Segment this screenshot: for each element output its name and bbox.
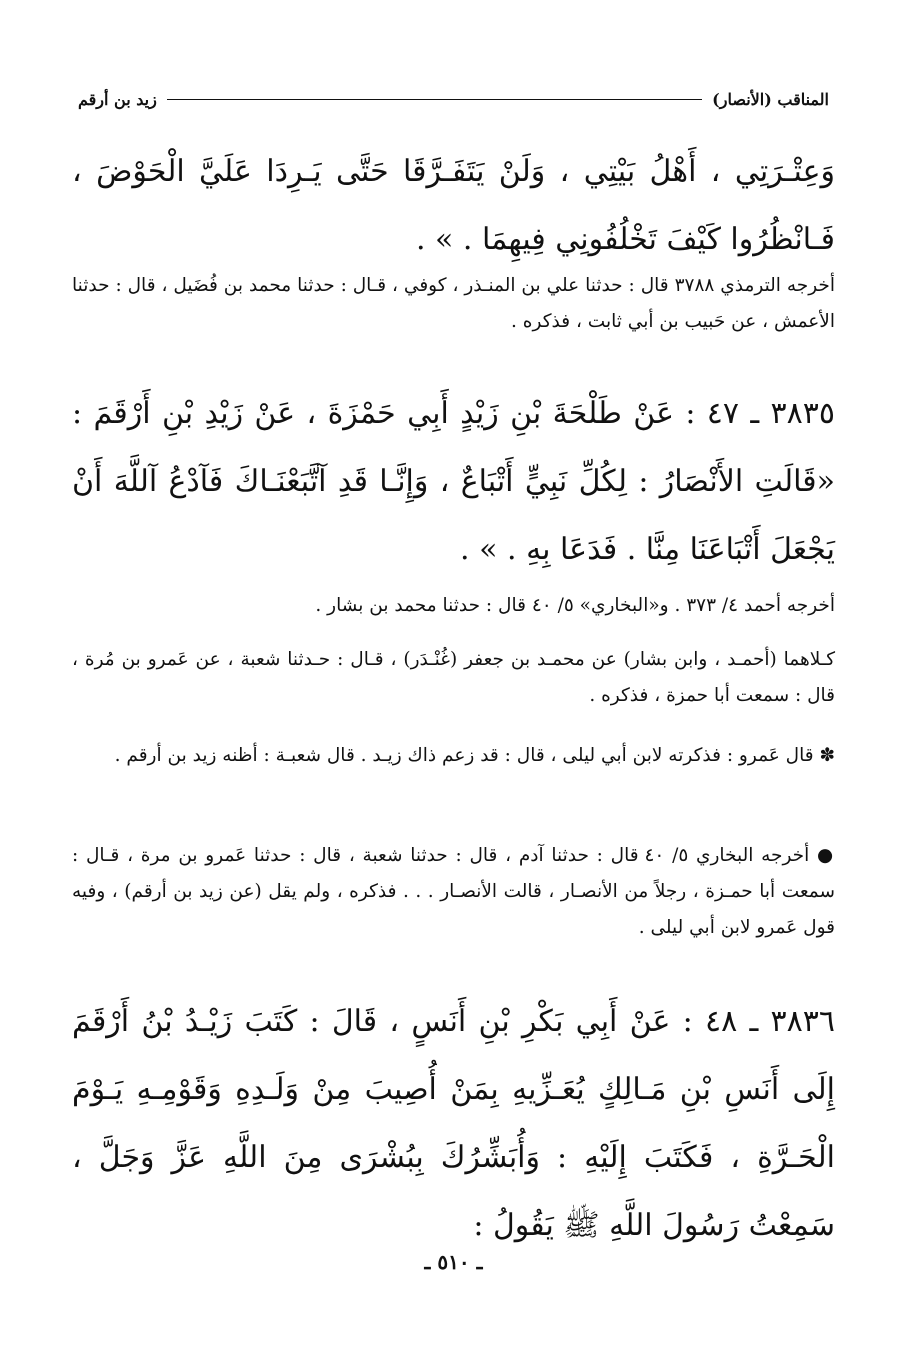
takhrij-note-tirmidhi — [72, 268, 835, 340]
hadith-text: وَعِتْـرَتِي ، أَهْلُ بَيْتِي ، وَلَنْ يَتَفَـرَّقَا حَتَّى يَـرِدَا عَلَيَّ الْحَوْضَ ، فَـانْظُرُوا كَيْفَ تَخْلُفُونِي فِيهِمَا . » . — [72, 154, 835, 257]
note-text: كـلاهما (أحمـد ، وابن بشار) عن محمـد بن جعفر (غُنْـدَر) ، قـال : حـدثنا شعبة ، عن عَمرو بن مُرة ، قال : سمعت أبا حمزة ، فذكره . — [72, 649, 835, 706]
running-header — [78, 86, 829, 112]
takhrij-note-ahmad — [72, 588, 835, 624]
page-number: ـ ٥١٠ ـ — [424, 1250, 483, 1274]
takhrij-note-bukhari — [72, 838, 835, 946]
header-rule — [167, 99, 702, 100]
hadith-continuation — [72, 138, 835, 274]
hadith-text: ٣٨٣٥ ـ ٤٧ : عَنْ طَلْحَةَ بْنِ زَيْدٍ أَبِي حَمْزَةَ ، عَنْ زَيْدِ بْنِ أَرْقَمَ : «قَالَتِ الأَنْصَارُ : لِكُلِّ نَبِيٍّ أَتْبَاعٌ ، وَإِنَّـا قَدِ آتَّبَعْنَـاكَ فَآدْعُ آللَّهَ أَنْ يَجْعَلَ أَتْبَاعَنَا مِنَّا . فَدَعَا بِهِ . » . — [72, 396, 835, 567]
hadith-3835 — [72, 380, 835, 584]
takhrij-note-chain — [72, 642, 835, 714]
header-chapter-title: المناقب (الأنصار) — [712, 89, 829, 109]
note-text: ● أخرجه البخاري ٥/ ٤٠ قال : حدثنا آدم ، قال : حدثنا شعبة ، قال : حدثنا عَمرو بن مرة ، قـال : سمعت أبا حمـزة ، رجلاً من الأنصـار ، قالت الأنصـار . . . فذكره ، ولم يقل (عن زيد بن أرقم) ، وفيه قول عَمرو لابن أبي ليلى . — [72, 845, 835, 938]
note-text: أخرجه الترمذي ٣٧٨٨ قال : حدثنا علي بن المنـذر ، كوفي ، قـال : حدثنا محمد بن فُضَيل ، قال : حدثنا الأعمش ، عن حَبيب بن أبي ثابت ، فذكره . — [72, 275, 835, 332]
note-text: ✽ قال عَمرو : فذكرته لابن أبي ليلى ، قال : قد زعم ذاك زيـد . قال شعبـة : أظنه زيد بن أرقم . — [114, 745, 835, 766]
hadith-3836 — [72, 988, 835, 1260]
note-text: أخرجه أحمد ٤/ ٣٧٣ . و«البخاري» ٥/ ٤٠ قال : حدثنا محمد بن بشار . — [315, 595, 835, 616]
takhrij-note-amr — [72, 738, 835, 774]
hadith-text: ٣٨٣٦ ـ ٤٨ : عَنْ أَبِي بَكْرِ بْنِ أَنَسٍ ، قَالَ : كَتَبَ زَيْـدُ بْنُ أَرْقَمَ إِلَى أَنَسِ بْنِ مَـالِكٍ يُعَـزِّيهِ بِمَنْ أُصِيبَ مِنْ وَلَـدِهِ وَقَوْمِـهِ يَـوْمَ الْحَـرَّةِ ، فَكَتَبَ إِلَيْهِ : وَأُبَشِّرُكَ بِبُشْرَى مِنَ اللَّهِ عَزَّ وَجَلَّ ، سَمِعْتُ رَسُولَ اللَّهِ ﷺ يَقُولُ : — [72, 1004, 835, 1243]
header-section-title: زيد بن أرقم — [78, 89, 157, 109]
